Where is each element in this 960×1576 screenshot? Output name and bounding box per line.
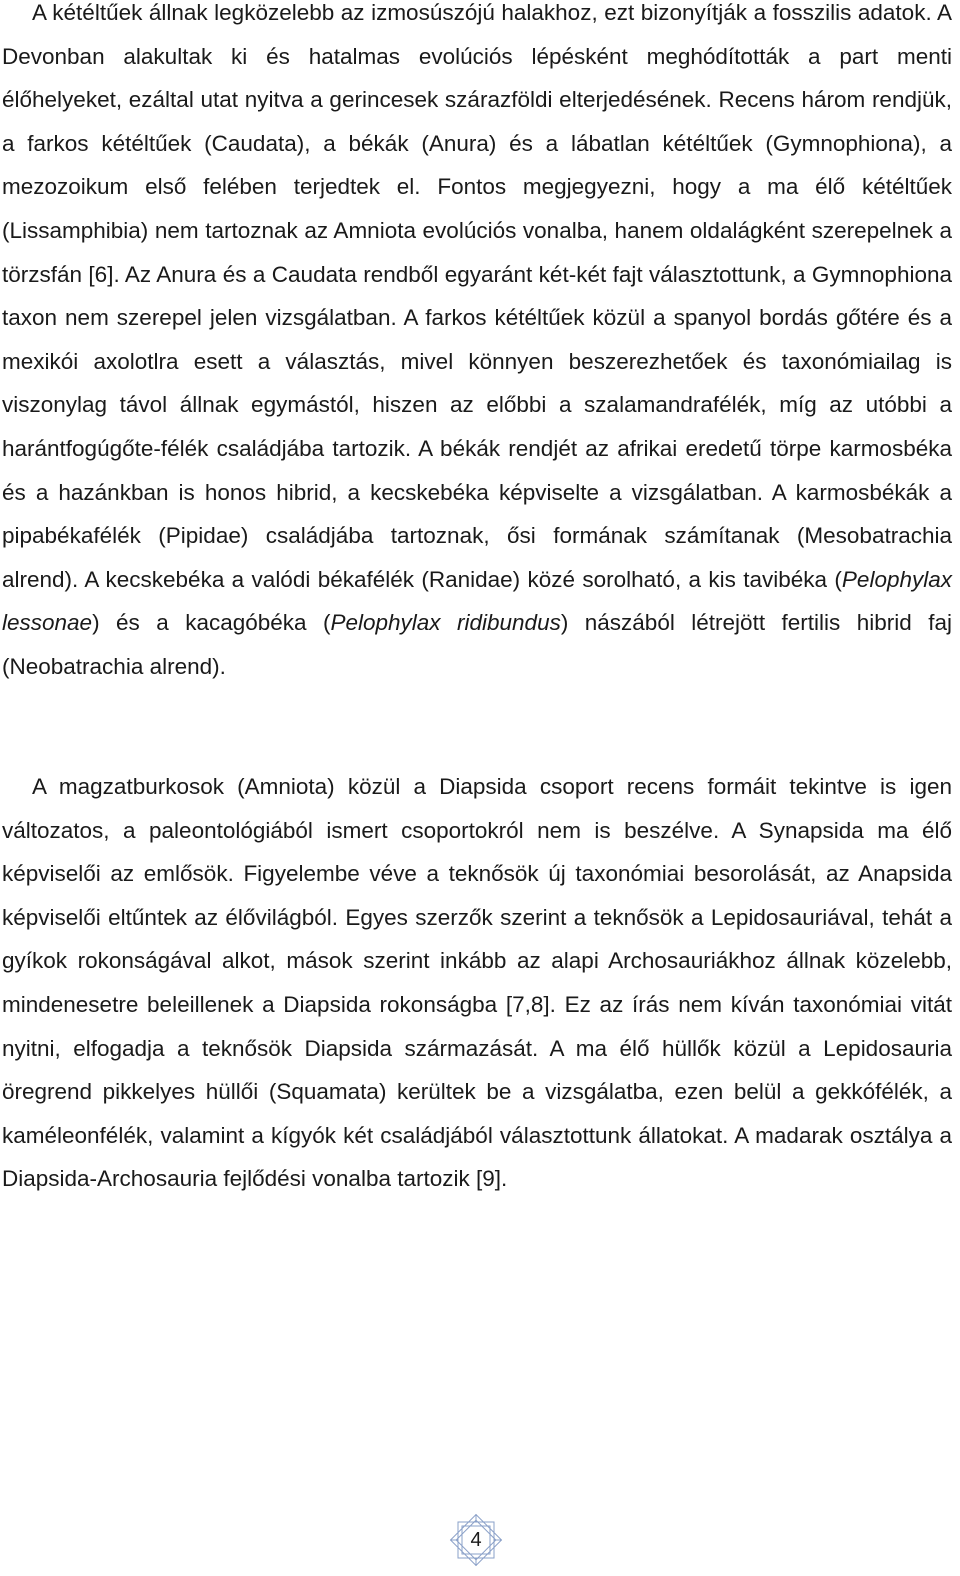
paragraph-amniotes <box>2 765 952 1201</box>
page-number-badge <box>446 1512 506 1568</box>
paragraph-amphibians <box>2 0 952 689</box>
p1-species-ridibundus: Pelophylax ridibundus <box>330 610 561 636</box>
p1-text-2: ) és a kacagóbéka ( <box>92 610 331 636</box>
p1-text-1: A kétéltűek állnak legközelebb az izmosúszójú halakhoz, ezt bizonyítják a fosszilis adatok. A Devonban alakultak ki és hatalmas evolúciós lépésként meghódították a part menti élőhelyeket, ezáltal utat nyitva a gerincesek szárazföldi elterjedésének. Recens három rendjük, a farkos kétéltűek (Caudata), a békák (Anura) és a lábatlan kétéltűek (Gymnophiona), a mezozoikum első felében terjedtek el. Fontos megjegyezni, hogy a ma élő kétéltűek (Lissamphibia) nem tartoznak az Amniota evolúciós vonalba, hanem oldalágként szerepelnek a törzsfán [6]. Az Anura és a Caudata rendből egyaránt két-két fajt választottunk, a Gymnophiona taxon nem szerepel jelen vizsgálatban. A farkos kétéltűek közül a spanyol bordás gőtére és a mexikói axolotlra esett a választás, mivel könnyen beszerezhetőek és taxonómiailag is viszonylag távol állnak egymástól, hiszen az előbbi a szalamandrafélék, míg az utóbbi a harántfogúgőte-félék családjába tartozik. A békák rendjét az afrikai eredetű törpe karmosbéka és a hazánkban is honos hibrid, a kecskebéka képviselte a vizsgálatban. A karmosbékák a pipabékafélék (Pipidae) családjába tartoznak, ősi formának számítanak (Mesobatrachia alrend). A kecskebéka a valódi békafélék (Ranidae) közé sorolható, a kis tavibéka ( <box>2 0 952 592</box>
p1-species-lessonae: Pelophylax lessonae <box>2 566 952 636</box>
p1-text-3: ) nászából létrejött fertilis hibrid faj (Neobatrachia alrend). <box>2 610 952 679</box>
page-number: 4 <box>470 1529 482 1551</box>
p2-text-1: A magzatburkosok (Amniota) közül a Diapsida csoport recens formáit tekintve is igen változatos, a paleontológiából ismert csoportokról nem is beszélve. A Synapsida ma élő képviselői az emlősök. Figyelembe véve a teknősök új taxonómiai besorolását, az Anapsida képviselői eltűntek az élővilágból. Egyes szerzők szerint a teknősök a Lepidosauriával, tehát a gyíkok rokonságával alkot, mások szerint inkább az alapi Archosauriákhoz állnak közelebb, mindenesetre beleillenek a Diapsida rokonságba [7,8]. Ez az írás nem kíván taxonómiai vitát nyitni, elfogadja a teknősök Diapsida származását. A ma élő hüllők közül a Lepidosauria öregrend pikkelyes hüllői (Squamata) kerültek be a vizsgálatba, ezen belül a gekkófélék, a kaméleonfélék, valamint a kígyók két családjából választottunk állatokat. A madarak osztálya a Diapsida-Archosauria fejlődési vonalba tartozik [9]. <box>2 774 952 1192</box>
